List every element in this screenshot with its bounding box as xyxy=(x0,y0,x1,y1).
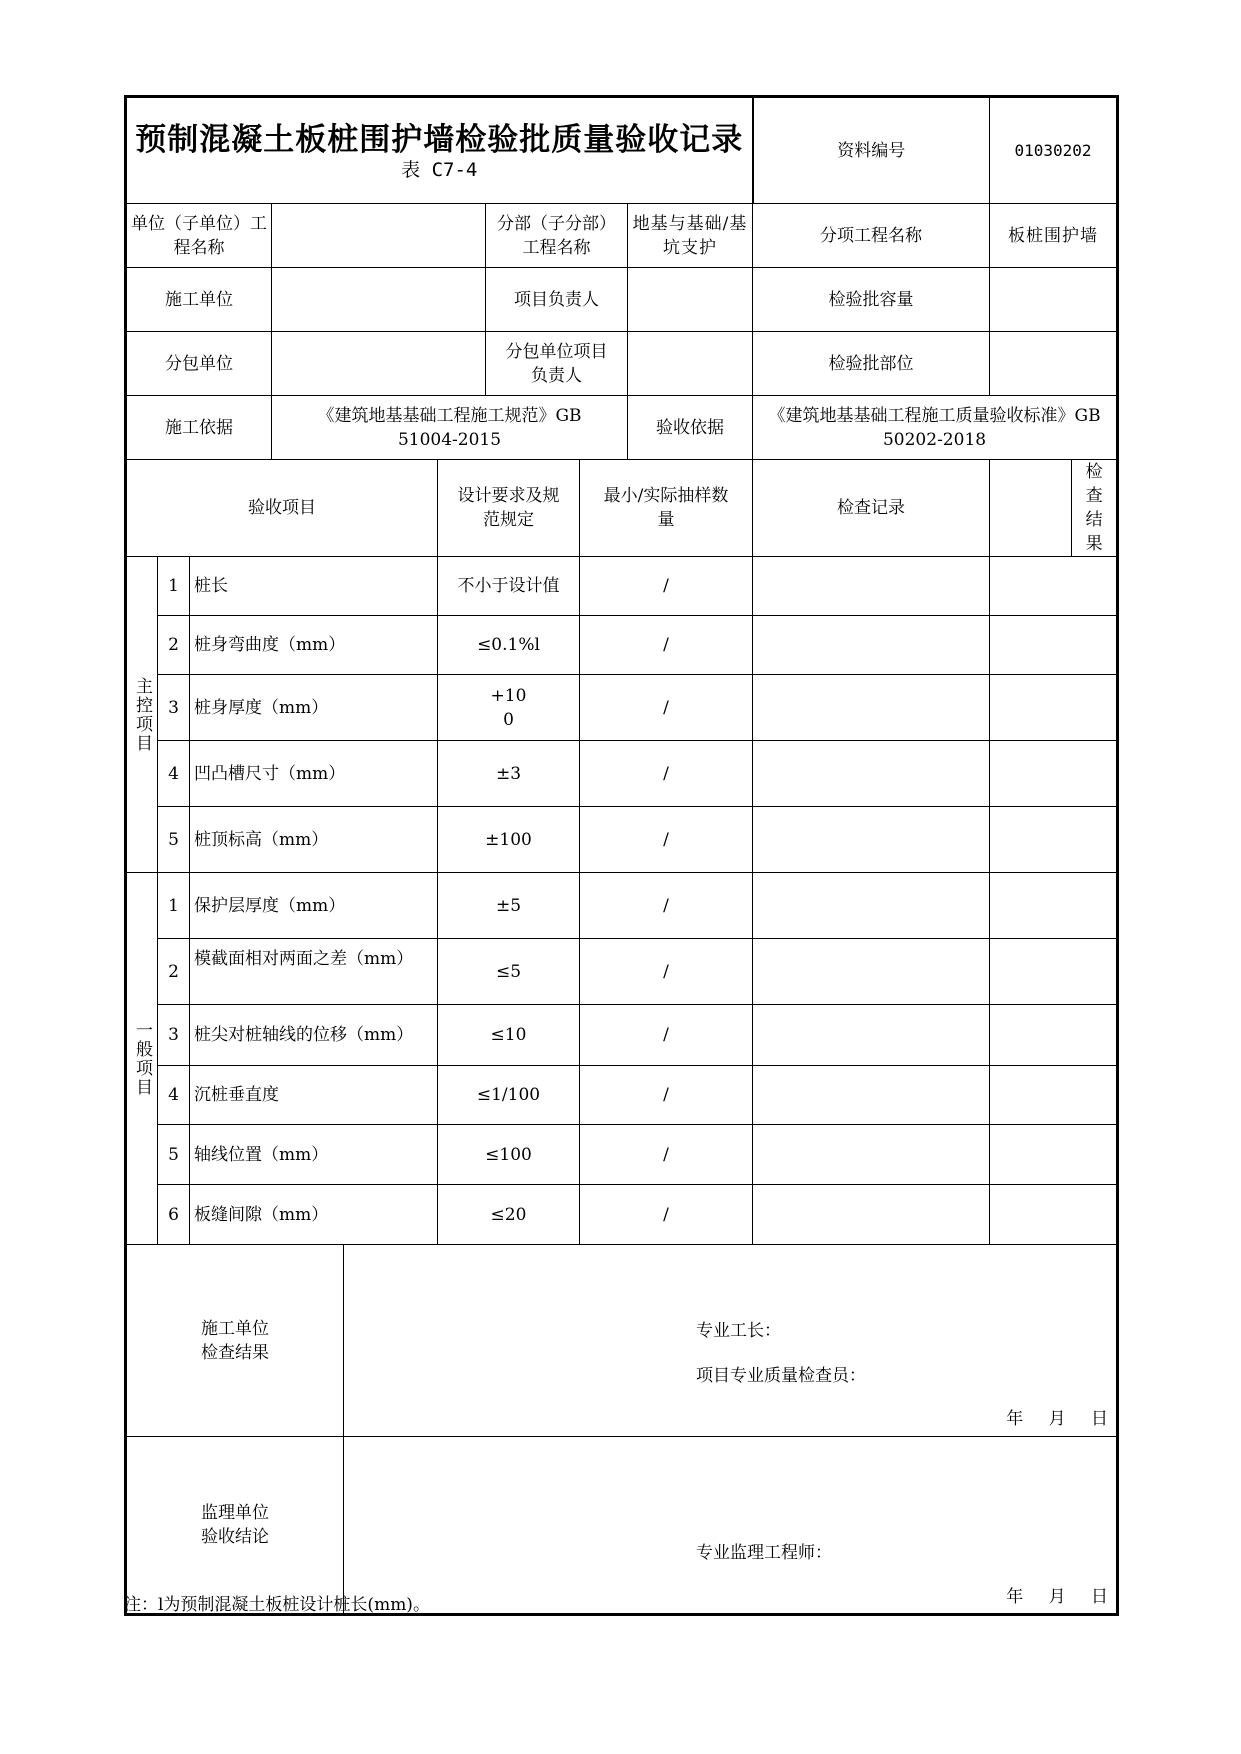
item-no: 3 xyxy=(158,1005,190,1066)
constructor-value[interactable] xyxy=(272,268,486,332)
doc-no-label: 资料编号 xyxy=(753,97,990,204)
item-no: 4 xyxy=(158,1066,190,1125)
footnote: 注：l为预制混凝土板桩设计桩长(mm)。 xyxy=(124,1595,430,1615)
item-result[interactable] xyxy=(990,616,1118,675)
item-sample[interactable]: / xyxy=(580,1185,753,1245)
col-record: 检查记录 xyxy=(753,460,990,557)
table-number: 表 C7-4 xyxy=(401,158,478,181)
pm-value[interactable] xyxy=(628,268,753,332)
main-group-label: 主控项目 xyxy=(126,557,158,873)
item-sample[interactable]: / xyxy=(580,675,753,741)
subitem-value: 板桩围护墙 xyxy=(990,204,1118,268)
item-requirement: ≤0.1%l xyxy=(438,616,580,675)
item-result[interactable] xyxy=(990,1125,1118,1185)
item-result[interactable] xyxy=(990,807,1118,873)
supervisor-conclusion-label-text: 监理单位验收结论 xyxy=(201,1503,269,1547)
item-name: 板缝间隙（mm） xyxy=(190,1185,438,1245)
item-name: 模截面相对两面之差（mm） xyxy=(190,939,438,1005)
item-record[interactable] xyxy=(753,1125,990,1185)
item-sample[interactable]: / xyxy=(580,1005,753,1066)
item-no: 3 xyxy=(158,675,190,741)
constructor-result-label-text: 施工单位检查结果 xyxy=(201,1318,269,1363)
col-item: 验收项目 xyxy=(126,460,438,557)
item-requirement: ≤20 xyxy=(438,1185,580,1245)
item-no: 5 xyxy=(158,807,190,873)
item-name: 桩尖对桩轴线的位移（mm） xyxy=(190,1005,438,1066)
item-sample[interactable]: / xyxy=(580,1066,753,1125)
item-result[interactable] xyxy=(990,1066,1118,1125)
table-row xyxy=(126,741,1118,807)
division-value: 地基与基础/基坑支护 xyxy=(628,204,753,268)
table-row xyxy=(126,1185,1118,1245)
form-title: 预制混凝土板桩围护墙检验批质量验收记录 xyxy=(135,121,744,158)
item-no: 5 xyxy=(158,1125,190,1185)
item-record[interactable] xyxy=(753,675,990,741)
item-result[interactable] xyxy=(990,557,1118,616)
table-row xyxy=(126,1125,1118,1185)
item-no: 2 xyxy=(158,616,190,675)
col-requirement: 设计要求及规范规定 xyxy=(438,460,580,557)
basis-value: 《建筑地基基础工程施工规范》GB 51004-2015 xyxy=(272,396,628,460)
item-result[interactable] xyxy=(990,675,1118,741)
item-requirement: ≤1/100 xyxy=(438,1066,580,1125)
item-result[interactable] xyxy=(990,1005,1118,1066)
subcontractor-label: 分包单位 xyxy=(126,332,272,396)
sub-pm-value[interactable] xyxy=(628,332,753,396)
item-requirement: ±100 xyxy=(438,807,580,873)
table-row xyxy=(126,1005,1118,1066)
table-row xyxy=(126,1066,1118,1125)
item-name: 凹凸槽尺寸（mm） xyxy=(190,741,438,807)
col-result-text: 检查结果 xyxy=(1072,460,1116,556)
item-name: 轴线位置（mm） xyxy=(190,1125,438,1185)
item-requirement: ≤10 xyxy=(438,1005,580,1066)
item-sample[interactable]: / xyxy=(580,807,753,873)
item-no: 1 xyxy=(158,873,190,939)
basis-label: 施工依据 xyxy=(126,396,272,460)
table-row xyxy=(126,616,1118,675)
item-name: 桩长 xyxy=(190,557,438,616)
item-name: 沉桩垂直度 xyxy=(190,1066,438,1125)
subitem-label: 分项工程名称 xyxy=(753,204,990,268)
title-cell xyxy=(126,97,753,204)
item-no: 1 xyxy=(158,557,190,616)
pm-label: 项目负责人 xyxy=(486,268,628,332)
item-record[interactable] xyxy=(753,1066,990,1125)
item-sample[interactable]: / xyxy=(580,616,753,675)
constructor-date: 年 月 日 xyxy=(1006,1409,1109,1429)
constructor-label: 施工单位 xyxy=(126,268,272,332)
constructor-result-label xyxy=(126,1245,344,1437)
item-requirement: 不小于设计值 xyxy=(438,557,580,616)
supervisor-sign-area[interactable] xyxy=(344,1437,1118,1615)
item-no: 6 xyxy=(158,1185,190,1245)
item-record[interactable] xyxy=(753,939,990,1005)
item-record[interactable] xyxy=(753,1185,990,1245)
item-record[interactable] xyxy=(753,873,990,939)
item-record[interactable] xyxy=(753,1005,990,1066)
item-requirement: ±3 xyxy=(438,741,580,807)
supervising-engineer-label: 专业监理工程师： xyxy=(696,1543,832,1563)
acceptance-basis-label: 验收依据 xyxy=(628,396,753,460)
col-sample: 最小/实际抽样数量 xyxy=(580,460,753,557)
table-row xyxy=(126,675,1118,741)
item-requirement: +10 0 xyxy=(438,675,580,741)
item-name: 保护层厚度（mm） xyxy=(190,873,438,939)
item-requirement: ±5 xyxy=(438,873,580,939)
capacity-value[interactable] xyxy=(990,268,1118,332)
item-name: 桩身厚度（mm） xyxy=(190,675,438,741)
form-table xyxy=(124,95,1119,1616)
division-label: 分部（子分部）工程名称 xyxy=(486,204,628,268)
general-group-label: 一般项目 xyxy=(126,873,158,1245)
constructor-sign-area[interactable] xyxy=(344,1245,1118,1437)
table-row xyxy=(126,807,1118,873)
unit-label: 单位（子单位）工程名称 xyxy=(126,204,272,268)
capacity-label: 检验批容量 xyxy=(753,268,990,332)
item-name: 桩身弯曲度（mm） xyxy=(190,616,438,675)
item-result[interactable] xyxy=(990,741,1118,807)
item-sample[interactable]: / xyxy=(580,939,753,1005)
acceptance-basis-value: 《建筑地基基础工程施工质量验收标准》GB 50202-2018 xyxy=(753,396,1118,460)
item-sample[interactable]: / xyxy=(580,741,753,807)
item-result[interactable] xyxy=(990,873,1118,939)
doc-no-value: 01030202 xyxy=(990,97,1118,204)
item-record[interactable] xyxy=(753,616,990,675)
supervisor-conclusion-label xyxy=(126,1437,344,1615)
table-row xyxy=(126,873,1118,939)
supervisor-date: 年 月 日 xyxy=(1006,1587,1109,1607)
item-requirement: ≤5 xyxy=(438,939,580,1005)
sub-pm-label: 分包单位项目负责人 xyxy=(486,332,628,396)
foreman-label: 专业工长： xyxy=(696,1321,781,1341)
item-no: 2 xyxy=(158,939,190,1005)
qc-inspector-label: 项目专业质量检查员： xyxy=(696,1366,866,1386)
item-result[interactable] xyxy=(990,1185,1118,1245)
item-name: 桩顶标高（mm） xyxy=(190,807,438,873)
inspection-record-form xyxy=(124,95,1116,1616)
table-row xyxy=(126,939,1118,1005)
col-result xyxy=(990,460,1118,557)
table-row xyxy=(126,557,1118,616)
item-requirement: ≤100 xyxy=(438,1125,580,1185)
location-label: 检验批部位 xyxy=(753,332,990,396)
item-record[interactable] xyxy=(753,807,990,873)
subcontractor-value[interactable] xyxy=(272,332,486,396)
item-sample[interactable]: / xyxy=(580,557,753,616)
item-no: 4 xyxy=(158,741,190,807)
item-record[interactable] xyxy=(753,741,990,807)
unit-value[interactable] xyxy=(272,204,486,268)
location-value[interactable] xyxy=(990,332,1118,396)
item-sample[interactable]: / xyxy=(580,1125,753,1185)
item-sample[interactable]: / xyxy=(580,873,753,939)
item-result[interactable] xyxy=(990,939,1118,1005)
item-record[interactable] xyxy=(753,557,990,616)
